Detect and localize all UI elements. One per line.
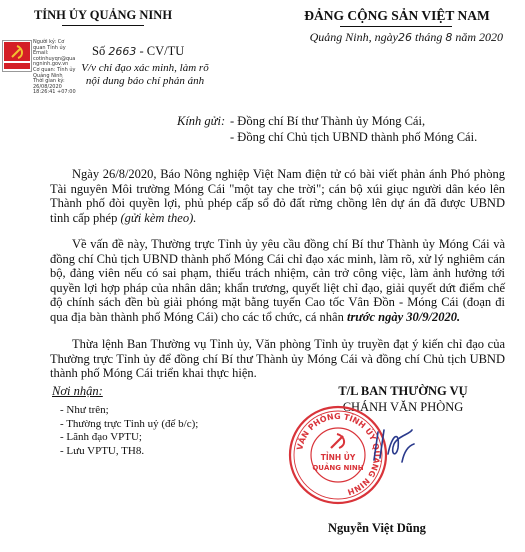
location-date <box>288 30 503 45</box>
document-subject <box>80 62 210 88</box>
number-prefix: Số <box>92 44 106 58</box>
signature-info-line: cotinhuyqn@qua <box>33 55 76 62</box>
signature-info-line: quan Tỉnh ủy <box>33 44 66 51</box>
signature-organization: T/L BAN THƯỜNG VỤ <box>338 384 468 398</box>
svg-text:TỈNH ỦY: TỈNH ỦY <box>320 453 356 462</box>
recipient-item: - Đồng chí Bí thư Thành ủy Móng Cái, <box>230 114 426 128</box>
recipient-item: - Đồng chí Chủ tịch UBND thành phố Móng Cái. <box>230 130 478 144</box>
document-number <box>92 44 184 59</box>
body-paragraph <box>50 167 505 225</box>
footer-recipients-list <box>60 404 198 458</box>
subject-line: V/v chỉ đạo xác minh, làm rõ <box>81 62 209 74</box>
body-paragraph <box>50 237 505 325</box>
signature-info-line: 18:26:41 +07:00 <box>33 89 76 96</box>
number-suffix: - CV/TU <box>139 44 185 58</box>
number-value: 2663 <box>108 45 137 58</box>
location-prefix: Quảng Ninh, ngày <box>309 30 398 44</box>
footer-recipients-title: Nơi nhận: <box>52 384 103 398</box>
signature-title: CHÁNH VĂN PHÒNG <box>342 400 464 414</box>
signature-info-line: Người ký: Cơ <box>33 39 65 45</box>
svg-text:VĂN PHÒNG TỈNH ỦY QUẢNG NINH: VĂN PHÒNG TỈNH ỦY QUẢNG NINH <box>295 411 382 497</box>
paragraph-text: Về vấn đề này, Thường trực Tỉnh ủy yêu cầu đồng chí Bí thư Thành ủy Móng Cái và đồng chí Chủ tịch UBND thành phố Móng Cái chỉ đạo xác minh, làm rõ, xử lý nghiêm cán bộ, đảng viên nếu có sai phạm, thiếu trách nhiệm, cản trở công việc, làm ảnh hưởng tới quyền lợi hợp pháp của nhân dân; khẩn trương, quyết liệt chỉ đạo, giải quyết dứt điểm chế độ chính sách đền bù giải phóng mặt bằng tuyến Cao tốc Vân Đồn - Móng Cái (đoạn đi qua địa bàn thành phố Móng Cái) cho các tổ chức, cá nhân <box>50 237 505 324</box>
recipients-label: Kính gửi: <box>177 114 226 128</box>
paragraph-text: Thừa lệnh Ban Thường vụ Tỉnh ủy, Văn phòng Tỉnh ủy truyền đạt ý kiến chỉ đạo của Thường trực Tỉnh ủy để đồng chí Bí thư Thành ủy Móng Cái và đồng chí Chủ tịch UBND thành phố Móng Cái triển khai thực hiện. <box>50 337 505 381</box>
signature-info-line: Quảng Ninh <box>33 72 63 79</box>
date-month: 8 <box>445 31 453 44</box>
signature-info-line: ngninh.gov.vn <box>33 61 69 68</box>
signature-info-line: Thời gian ký: <box>33 78 65 85</box>
handwritten-signature <box>368 424 418 468</box>
signature-info-line: Email: <box>33 50 49 57</box>
date-day: 26 <box>397 31 412 44</box>
paragraph-note: (gửi kèm theo). <box>120 210 197 225</box>
issuing-organization: TỈNH ỦY QUẢNG NINH <box>33 8 173 22</box>
list-item: - Thường trực Tỉnh uỷ (để b/c); <box>60 417 199 430</box>
signer-name: Nguyễn Việt Dũng <box>328 521 426 535</box>
list-item: - Lưu VPTU, TH8. <box>60 444 145 457</box>
paragraph-text: Ngày 26/8/2020, Báo Nông nghiệp Việt Nam điện tử có bài viết phản ánh Phó phòng Tài nguyên Môi trường Móng Cái "một tay che trời"; cán bộ xúi giục người dân kéo lên Thành phố đòi quyền lợi, phủ phép cấp sổ đỏ đất rừng chồng lên dự án đã được UBND tỉnh cấp phép <box>50 167 505 225</box>
hammer-sickle-icon <box>331 434 344 448</box>
signature-info-line: Cơ quan: Tỉnh ủy <box>33 66 76 73</box>
subject-line: nội dung báo chí phản ánh <box>85 75 205 87</box>
party-emblem-icon <box>2 40 32 72</box>
month-prefix: tháng <box>414 30 443 44</box>
svg-text:QUẢNG NINH: QUẢNG NINH <box>312 464 364 472</box>
signature-info-line: 26/08/2020 <box>33 83 62 90</box>
list-item: - Như trên; <box>60 404 109 416</box>
divider <box>62 25 144 26</box>
body-paragraph <box>50 337 505 381</box>
deadline: trước ngày 30/9/2020. <box>346 309 461 324</box>
list-item: - Lãnh đạo VPTU; <box>60 431 142 444</box>
divider <box>340 26 452 27</box>
party-heading: ĐẢNG CỘNG SẢN VIỆT NAM <box>304 8 490 23</box>
date-year: năm 2020 <box>455 30 503 44</box>
